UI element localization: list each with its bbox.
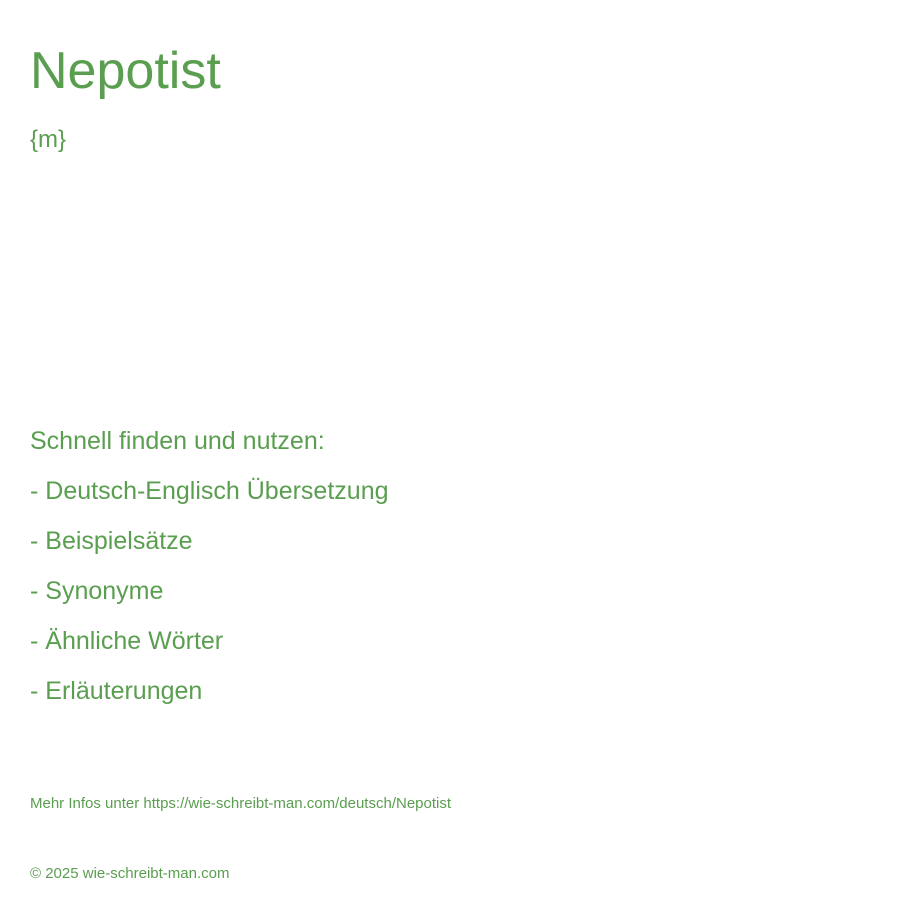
features-heading: Schnell finden und nutzen: (30, 427, 325, 455)
feature-item-translation: - Deutsch-Englisch Übersetzung (30, 477, 389, 505)
feature-item-explanations: - Erläuterungen (30, 677, 203, 705)
features-list (30, 473, 389, 723)
grammatical-gender: {m} (30, 126, 67, 153)
word-title: Nepotist (30, 42, 221, 100)
copyright-notice: © 2025 wie-schreibt-man.com (30, 865, 230, 882)
more-info-text: Mehr Infos unter https://wie-schreibt-man.com/deutsch/Nepotist (30, 795, 452, 812)
feature-item-example-sentences: - Beispielsätze (30, 527, 193, 555)
feature-item-synonyms: - Synonyme (30, 577, 164, 605)
feature-item-similar-words: - Ähnliche Wörter (30, 627, 224, 655)
features-section (30, 423, 389, 723)
